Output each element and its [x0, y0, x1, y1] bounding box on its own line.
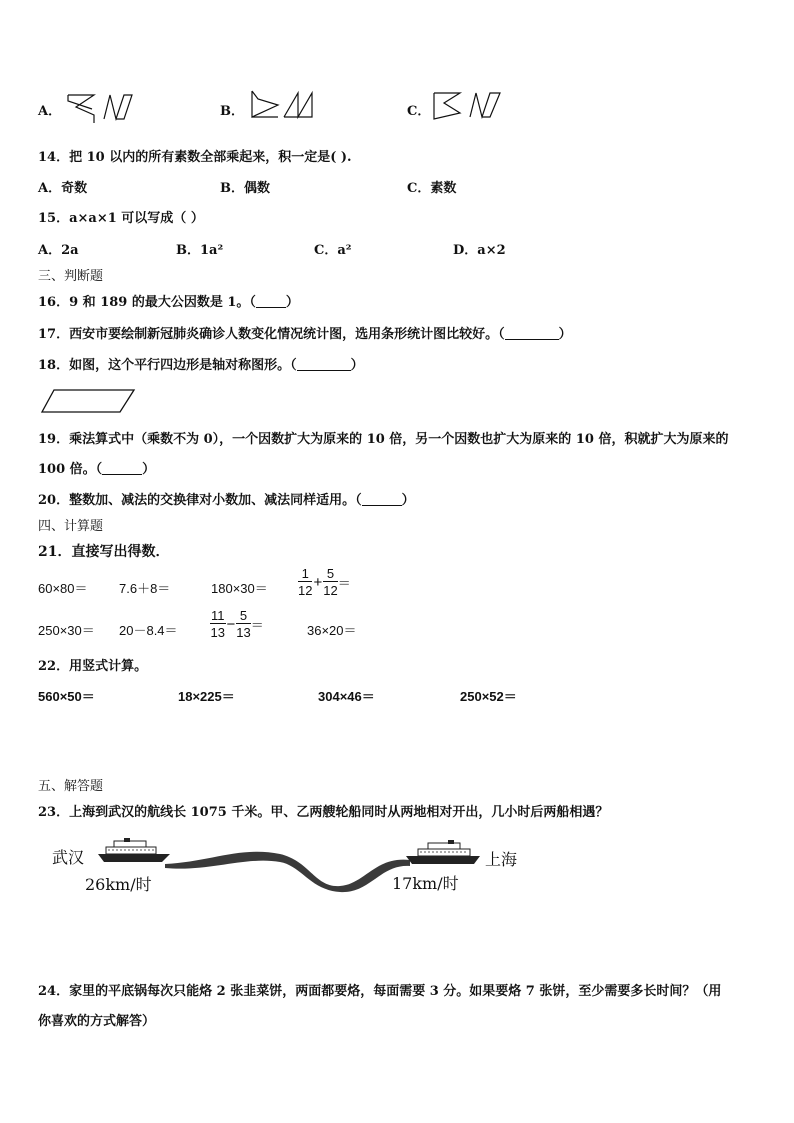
q23-left-speed: 26km/时 [85, 875, 152, 894]
section-4-heading: 四、计算题 [38, 519, 104, 534]
q15-option-b: B．1a² [176, 243, 224, 258]
q14-option-b: B．偶数 [220, 181, 270, 196]
q22-item-2: 18×225＝ [178, 689, 235, 704]
q15-option-d: D．a×2 [453, 243, 506, 258]
q21-r1-c: 180×30＝ [211, 581, 268, 596]
q18-answer-blank[interactable] [297, 358, 351, 371]
q20-close: ） [401, 493, 415, 508]
q21-r2-a: 250×30＝ [38, 623, 95, 638]
q13-option-c-figure [432, 89, 504, 123]
q23-left-city: 武汉 [52, 848, 85, 867]
ship-icon [404, 840, 482, 866]
q24-line2: 你喜欢的方式解答） [38, 1014, 156, 1029]
q19-text: 100 倍。（ [38, 462, 103, 477]
fraction: $\frac{11}{13}$ [210, 608, 225, 640]
q14-option-a: A．奇数 [38, 181, 88, 196]
q13-option-b-letter: B． [220, 104, 244, 119]
q21-r1-fraction-expr: $\frac{1}{12}$ + $\frac{5}{12}$ ＝ [298, 566, 351, 598]
q22-item-3: 304×46＝ [318, 689, 375, 704]
q22-stem: 22．用竖式计算。 [38, 659, 148, 674]
q18-text: 18．如图，这个平行四边形是轴对称图形。（ [38, 358, 297, 373]
q15-stem: 15．a×a×1 可以写成（ ） [38, 211, 204, 226]
q17-text: 17．西安市要绘制新冠肺炎确诊人数变化情况统计图，选用条形统计图比较好。（ [38, 327, 505, 342]
q16-answer-blank[interactable] [256, 295, 286, 308]
q19-close: ） [142, 462, 156, 477]
q20-answer-blank[interactable] [362, 493, 402, 506]
q22-item-1: 560×50＝ [38, 689, 95, 704]
q13-option-a-letter: A． [38, 104, 62, 119]
q24-line1: 24．家里的平底锅每次只能烙 2 张韭菜饼，两面都要烙，每面需要 3 分。如果要烙 7 张饼，至少需要多长时间？（用 [38, 984, 722, 999]
q19-answer-blank[interactable] [102, 462, 142, 475]
q23-stem: 23．上海到武汉的航线长 1075 千米。甲、乙两艘轮船同时从两地相对开出，几小时后两船相遇？ [38, 805, 609, 820]
q16-close: ） [285, 295, 299, 310]
q19-line1: 19．乘法算式中（乘数不为 0），一个因数扩大为原来的 10 倍，另一个因数也扩大为原来的 10 倍，积就扩大为原来的 [38, 432, 729, 447]
q19-line2 [38, 458, 155, 477]
q16-text: 16．9 和 189 的最大公因数是 1。（ [38, 295, 256, 310]
q14-stem: 14．把 10 以内的所有素数全部乘起来，积一定是( ). [38, 150, 352, 165]
q17 [38, 323, 572, 342]
q23-right-city: 上海 [485, 850, 518, 869]
q13-option-b-figure [250, 89, 320, 123]
q18 [38, 354, 364, 373]
q21-r2-fraction-expr: $\frac{11}{13}$ − $\frac{5}{13}$ ＝ [210, 608, 264, 640]
section-5-heading: 五、解答题 [38, 779, 104, 794]
q18-close: ） [350, 358, 364, 373]
q21-stem: 21．直接写出得数． [38, 544, 170, 560]
q17-close: ） [558, 327, 572, 342]
section-3-heading: 三、判断题 [38, 269, 104, 284]
fraction: $\frac{1}{12}$ [298, 566, 313, 598]
q16 [38, 291, 299, 310]
q21-r1-a: 60×80＝ [38, 581, 88, 596]
q20 [38, 489, 415, 508]
ship-icon [96, 838, 172, 864]
q20-text: 20．整数加、减法的交换律对小数加、减法同样适用。（ [38, 493, 362, 508]
fraction: $\frac{5}{13}$ [236, 608, 251, 640]
q15-option-c: C．a² [314, 243, 352, 258]
q17-answer-blank[interactable] [505, 327, 559, 340]
q13-option-a-figure [66, 91, 136, 125]
fraction: $\frac{5}{12}$ [323, 566, 338, 598]
parallelogram-figure [40, 388, 136, 414]
q22-item-4: 250×52＝ [460, 689, 517, 704]
q21-r2-b: 20－8.4＝ [119, 623, 178, 638]
q21-r1-b: 7.6＋8＝ [119, 581, 171, 596]
q23-right-speed: 17km/时 [392, 874, 459, 893]
q14-option-c: C．素数 [407, 181, 457, 196]
q15-option-a: A．2a [38, 243, 79, 258]
q21-r2-c: 36×20＝ [307, 623, 357, 638]
q13-option-c-letter: C． [407, 104, 431, 119]
